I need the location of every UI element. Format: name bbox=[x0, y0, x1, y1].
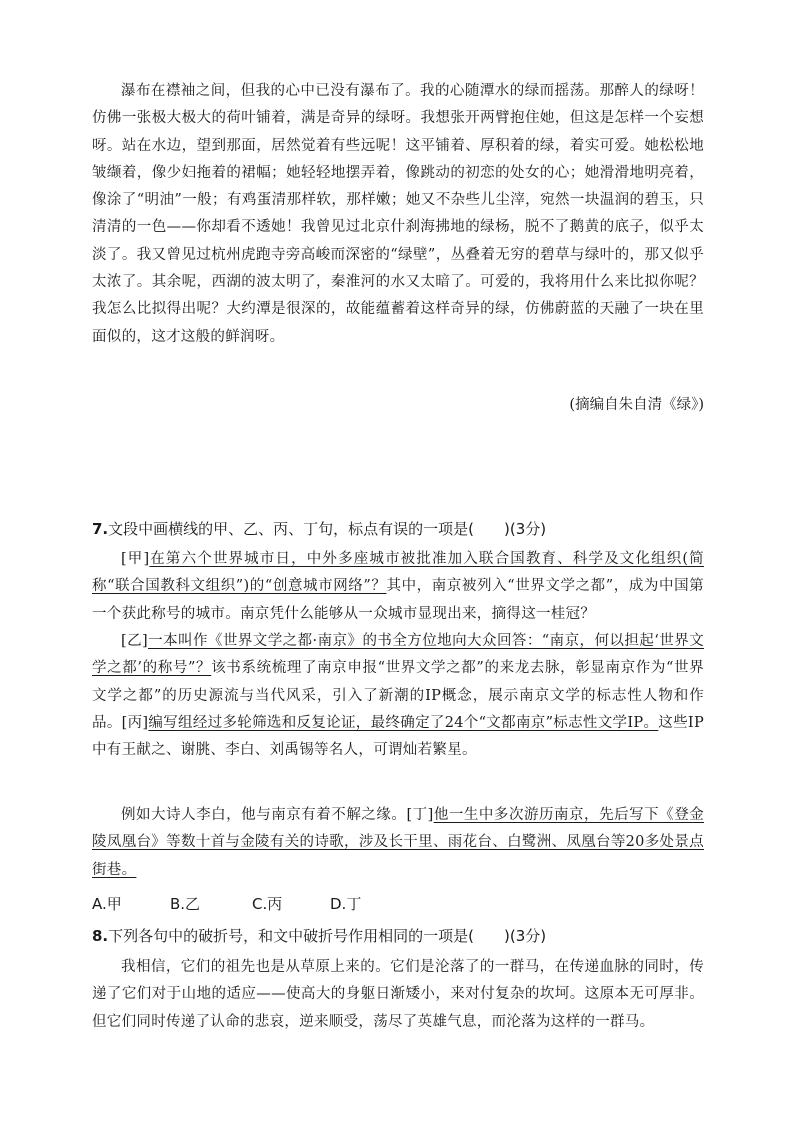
sentence-bing: 编写组经过多轮筛选和反复论证，最终确定了24个“文都南京”标志性文学IP。 bbox=[148, 714, 659, 731]
tag-jia: [甲] bbox=[121, 551, 150, 567]
question-8-stem bbox=[92, 925, 546, 946]
tag-ding: [丁] bbox=[406, 807, 434, 823]
question-7-text: 文段中画横线的甲、乙、丙、丁句，标点有误的一项是( )(3分) bbox=[108, 520, 547, 538]
question-7-number: 7. bbox=[92, 520, 109, 538]
option-a[interactable]: A.甲 bbox=[92, 895, 122, 913]
question-7-paragraph-ding bbox=[92, 802, 704, 884]
bing-rest: 这些IP中有王献之、谢朓、李白、刘禹锡等名人，可谓灿若繁星。 bbox=[92, 714, 705, 759]
question-8-text: 下列各句中的破折号，和文中破折号作用相同的一项是( )(3分) bbox=[108, 927, 547, 945]
passage-source: (摘编自朱自清《绿》) bbox=[569, 397, 704, 413]
question-8-paragraph: 我相信，它们的祖先也是从草原上来的。它们是沦落了的一群马，在传递血脉的同时，传递了它们对于山地的适应——使高大的身躯日渐矮小，来对付复杂的坎坷。这原本无可厚非。但它们同时传递了认命的悲哀，逆来顺受，荡尽了英雄气息，而沦落为这样的一群马。 bbox=[92, 959, 704, 1030]
sentence-ding: 他一生中多次游历南京，先后写下《登金陵凤凰台》等数十首与金陵有关的诗歌，涉及长干里、雨花台、白鹭洲、凤凰台等20多处景点街巷。 bbox=[92, 807, 705, 878]
option-b[interactable]: B.乙 bbox=[170, 895, 201, 913]
yi-rest: 该书系统梳理了南京申报“世界文学之都”的来龙去脉，彰显南京作为“世界文学之都”的历史源流与当代风采，引入了新潮的IP概念，展示南京文学的标志性人物和作品。 bbox=[92, 660, 704, 731]
sentence-jia: 在第六个世界城市日，中外多座城市被批准加入联合国教育、科学及文化组织(简称“联合国教科文组织”)的“创意城市网络”？ bbox=[92, 551, 704, 595]
question-7-stem bbox=[92, 518, 546, 539]
question-7-options bbox=[92, 893, 361, 914]
option-c[interactable]: C.丙 bbox=[252, 895, 283, 913]
tag-bing: [丙] bbox=[121, 714, 149, 731]
passage-paragraph: 瀑布在襟袖之间，但我的心中已没有瀑布了。我的心随潭水的绿而摇荡。那醉人的绿呀！仿佛一张极大极大的荷叶铺着，满是奇异的绿呀。我想张开两臂抱住她，但这是怎样一个妄想呀。站在水边，望到那面，居然觉着有些远呢！这平铺着、厚积着的绿，着实可爱。她松松地皱缬着，像少妇拖着的裙幅；她轻轻地摆弄着，像跳动的初恋的处女的心；她滑滑地明亮着，像涂了“明油”一般；有鸡蛋清那样软，那样嫩；她又不杂些儿尘滓，宛然一块温润的碧玉，只清清的一色——你却看不透她！我曾见过北京什刹海拂地的绿杨，脱不了鹅黄的底子，似乎太淡了。我又曾见过杭州虎跑寺旁高峻而深密的“绿壁”，丛叠着无穷的碧草与绿叶的，那又似乎太浓了。其余呢，西湖的波太明了，秦淮河的水又太暗了。可爱的，我将用什么来比拟你呢？我怎么比拟得出呢？大约潭是很深的，故能蕴蓄着这样奇异的绿，仿佛蔚蓝的天融了一块在里面似的，这才这般的鲜润呀。 bbox=[92, 83, 704, 345]
tag-yi: [乙] bbox=[121, 633, 149, 649]
question-8-number: 8. bbox=[92, 927, 109, 945]
jia-rest: 其中，南京被列入“世界文学之都”，成为中国第一个获此称号的城市。南京凭什么能够从一众城市显现出来，摘得这一桂冠？ bbox=[92, 578, 704, 622]
option-d[interactable]: D.丁 bbox=[330, 895, 362, 913]
ding-lead: 例如大诗人李白，他与南京有着不解之缘。 bbox=[121, 807, 407, 823]
sentence-yi: 一本叫作《世界文学之都·南京》的书全方位地向大众回答：“南京，何以担起‘世界文学之都’的称号”？ bbox=[92, 633, 705, 677]
question-7-paragraph-jia bbox=[92, 546, 704, 628]
question-7-paragraph-yi bbox=[92, 628, 704, 764]
